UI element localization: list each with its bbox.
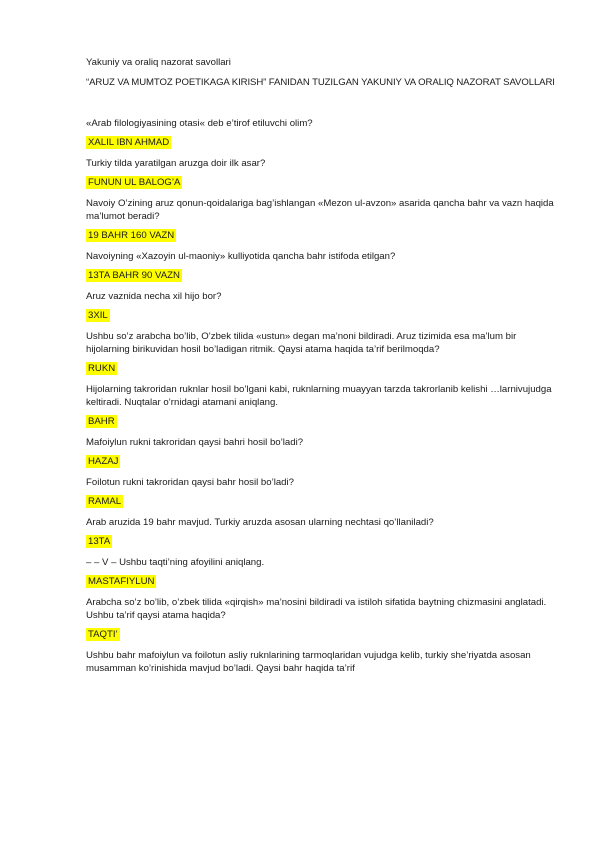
document-body [86,56,556,681]
question-block-13 [86,649,556,675]
answer-highlight: FUNUN UL BALOG’A [88,177,181,188]
document-subtitle: “ARUZ VA MUMTOZ POETIKAGA KIRISH” FANIDAN TUZILGAN YAKUNIY VA ORALIQ NAZORAT SAVOLLARI [86,77,555,88]
question-text: «Arab filologiyasining otasi« deb e’tirof etiluvchi olim? [86,118,313,129]
question-block-9 [86,476,556,516]
question-block-1 [86,117,556,157]
question-text: Mafoiylun rukni takroridan qaysi bahri hosil bo’ladi? [86,437,304,448]
question-block-11 [86,556,556,596]
question-text: Arabcha so’z bo’lib, o’zbek tilida «qirqish» ma’nosini bildiradi va istiloh sifatida baytning chizmasini anglatadi. Ushbu ta’rif qaysi atama haqida? [86,597,547,621]
question-block-3 [86,197,556,250]
answer-highlight: TAQTI’ [88,629,118,640]
document-title: Yakuniy va oraliq nazorat savollari [86,57,231,68]
question-block-7 [86,383,556,436]
answer-highlight: 19 BAHR 160 VAZN [88,230,175,241]
question-text: – – V – Ushbu taqti’ning afoyilini aniqlang. [86,557,265,568]
question-block-4 [86,250,556,290]
answer-highlight: RUKN [88,363,116,374]
answer-highlight: 13TA [88,536,111,547]
question-block-2 [86,157,556,197]
answer-highlight: HAZAJ [88,456,119,467]
answer-highlight: BAHR [88,416,115,427]
question-block-12 [86,596,556,649]
question-block-8 [86,436,556,476]
question-text: Foilotun rukni takroridan qaysi bahr hosil bo’ladi? [86,477,294,488]
question-text: Ushbu so’z arabcha bo’lib, O’zbek tilida «ustun» degan ma’noni bildiradi. Aruz tizimida esa ma’lum bir hijolarning birikuvidan hosil bo’ladigan ritmik. Qaysi atama haqida ta’rif berilmoqda? [86,331,517,355]
answer-highlight: RAMAL [88,496,122,507]
question-block-6 [86,330,556,383]
question-text: Ushbu bahr mafoiylun va foilotun asliy ruknlarining tarmoqlaridan vujudga kelib, turkiy she’riyatda asosan musamman ko’rinishida mavjud bo’ladi. Qaysi bahr haqida ta’rif [86,650,531,674]
question-text: Navoiy O’zining aruz qonun-qoidalariga bag’ishlangan «Mezon ul-avzon» asarida qancha bahr va vazn haqida ma’lumot beradi? [86,198,554,222]
answer-highlight: 3XIL [88,310,108,321]
question-text: Aruz vaznida necha xil hijo bor? [86,291,222,302]
answer-highlight: MASTAFIYLUN [88,576,155,587]
question-text: Navoiyning «Xazoyin ul-maoniy» kulliyotida qancha bahr istifoda etilgan? [86,251,396,262]
question-text: Turkiy tilda yaratilgan aruzga doir ilk asar? [86,158,266,169]
question-text: Arab aruzida 19 bahr mavjud. Turkiy aruzda asosan ularning nechtasi qo’llaniladi? [86,517,434,528]
question-text: Hijolarning takroridan ruknlar hosil bo’lgani kabi, ruknlarning muayyan tarzda takrorlanib kelishi …larnivujudga keltiradi. Nuqtalar o’rnidagi atamani aniqlang. [86,384,552,408]
question-block-5 [86,290,556,330]
answer-highlight: XALIL IBN AHMAD [88,137,170,148]
question-block-10 [86,516,556,556]
answer-highlight: 13TA BAHR 90 VAZN [88,270,180,281]
